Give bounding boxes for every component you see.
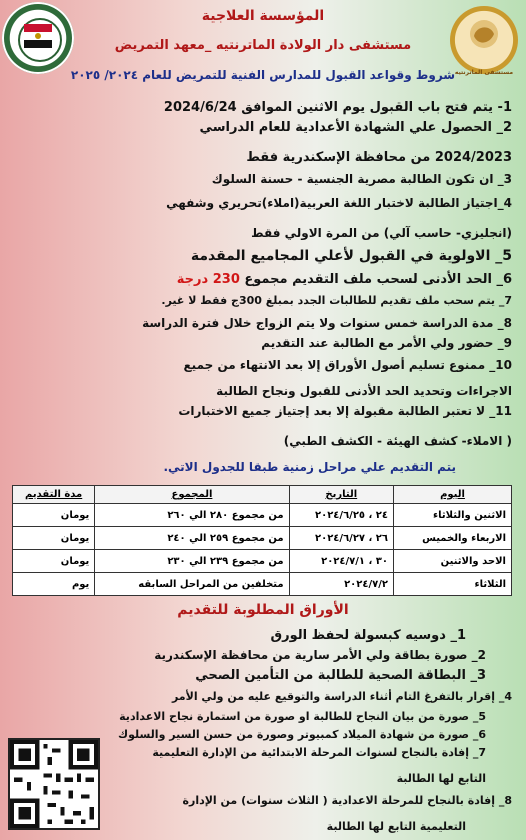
doc-item: التابع لها الطالبة — [396, 772, 486, 785]
condition-line: (انجليزي- حاسب آلي) من المرة الاولي فقط — [251, 226, 512, 240]
condition-line: 3_ ان تكون الطالبة مصرية الجنسية - حسنة السلوك — [211, 172, 512, 186]
schedule-table — [12, 485, 512, 595]
table-header: اليوم — [394, 486, 512, 504]
min-score-value: 230 درجة — [176, 272, 240, 287]
table-cell: يومان — [13, 550, 95, 573]
doc-item: 6_ صورة من شهادة الميلاد كمبيوتر وصورة من حسن السير والسلوك — [118, 728, 486, 741]
condition-line: 1- يتم فتح باب القبول يوم الاثنين الموافق 2024/6/24 — [163, 100, 512, 115]
table-cell: من مجموع ٢٣٩ الي ٢٣٠ — [95, 550, 289, 573]
doc-item: 4_ إقرار بالتفرغ التام أثناء الدراسة والتوقيع عليه من ولي الأمر — [171, 690, 512, 703]
table-header: التاريخ — [289, 486, 393, 504]
table-cell: ٢٤ ، ٢٠٢٤/٦/٢٥ — [289, 504, 393, 527]
table-cell: يومان — [13, 504, 95, 527]
condition-line: 7_ يتم سحب ملف تقديم للطالبات الجدد بمبلغ 300ج فقط لا غير. — [161, 294, 512, 307]
table-row — [13, 504, 512, 527]
hospital-title: مستشفى دار الولادة الماترنتيه _معهد التمريض — [114, 38, 412, 53]
doc-item: 7_ إفادة بالنجاح لسنوات المرحلة الابتدائية من الإدارة التعليمية — [152, 746, 486, 759]
qr-code[interactable] — [8, 738, 100, 830]
condition-line: 9_ حضور ولي الأمر مع الطالبة عند التقديم — [261, 336, 512, 350]
min-score-label: 6_ الحد الأدنى لسحب ملف التقديم مجموع — [244, 272, 512, 287]
condition-line: 2_ الحصول علي الشهادة الأعدادية للعام الدراسي — [199, 120, 512, 135]
condition-line: ( الاملاء- كشف الهيئة - الكشف الطبي) — [283, 434, 512, 448]
table-cell: متخلفين من المراحل السابقه — [95, 573, 289, 596]
condition-line: 10_ ممنوع تسليم أصول الأوراق إلا بعد الانتهاء من جميع — [183, 358, 512, 372]
table-cell: من مجموع ٢٥٩ الي ٢٤٠ — [95, 527, 289, 550]
org-title: المؤسسة العلاجية — [201, 8, 325, 24]
docs-title: الأوراق المطلوبة للتقديم — [177, 602, 349, 618]
table-cell: الاثنين والثلاثاء — [394, 504, 512, 527]
schedule-intro: يتم التقديم علي مراحل زمنية طبقا للجدول الاتي. — [163, 460, 456, 474]
table-header: المجموع — [95, 486, 289, 504]
table-header: مدة التقديم — [13, 486, 95, 504]
table-row — [13, 550, 512, 573]
table-cell: من مجموع ٢٨٠ الي ٢٦٠ — [95, 504, 289, 527]
hospital-logo-label: مستشفى الماترنتيه — [454, 69, 514, 76]
table-cell: الثلاثاء — [394, 573, 512, 596]
table-cell: يوم — [13, 573, 95, 596]
condition-line: 11_ لا تعتبر الطالبة مقبولة إلا بعد إجتياز جميع الاختبارات — [178, 404, 512, 418]
doc-item: التعليمية التابع لها الطالبة — [326, 820, 466, 833]
table-cell: ٣٠ ، ٢٠٢٤/٧/١ — [289, 550, 393, 573]
doc-item: 3_ البطاقة الصحية للطالبة من التأمين الصحي — [195, 668, 486, 683]
doc-item: 1_ دوسيه كبسولة لحفظ الورق — [270, 628, 466, 643]
condition-line: 2024/2023 من محافظة الإسكندرية فقط — [246, 150, 512, 165]
table-cell: ٢٠٢٤/٧/٢ — [289, 573, 393, 596]
doc-item: 2_ صورة بطاقة ولي الأمر سارية من محافظة الإسكندرية — [154, 648, 486, 662]
table-row — [13, 573, 512, 596]
condition-line: 5_ الاولوية في القبول لأعلي المجاميع المقدمة — [190, 248, 512, 264]
qr-code-icon — [10, 740, 98, 828]
condition-line: 4_اجتياز الطالبة لاختبار اللغة العربية(املاء)تحريري وشفهي — [166, 196, 512, 210]
table-cell: الاربعاء والخميس — [394, 527, 512, 550]
doc-item: 8_ إفادة بالنجاح للمرحلة الاعدادية ( الثلاث سنوات) من الإدارة — [182, 794, 512, 807]
condition-line: الاجراءات وتحديد الحد الأدنى للقبول ونجاح الطالبة — [216, 384, 512, 398]
doc-item: 5_ صورة من بيان النجاح للطالبة او صورة من استمارة نجاح الاعدادية — [119, 710, 486, 723]
condition-line: 8_ مدة الدراسة خمس سنوات ولا يتم الزواج خلال فترة الدراسة — [142, 316, 512, 330]
condition-line-min-score — [177, 272, 512, 287]
table-cell: يومان — [13, 527, 95, 550]
subtitle: شروط وقواعد القبول للمدارس الفنية للتمريض للعام ٢٠٢٤/ ٢٠٢٥ — [70, 68, 456, 82]
table-cell: ٢٦ ، ٢٠٢٤/٦/٢٧ — [289, 527, 393, 550]
table-row — [13, 527, 512, 550]
table-cell: الاحد والاثنين — [394, 550, 512, 573]
